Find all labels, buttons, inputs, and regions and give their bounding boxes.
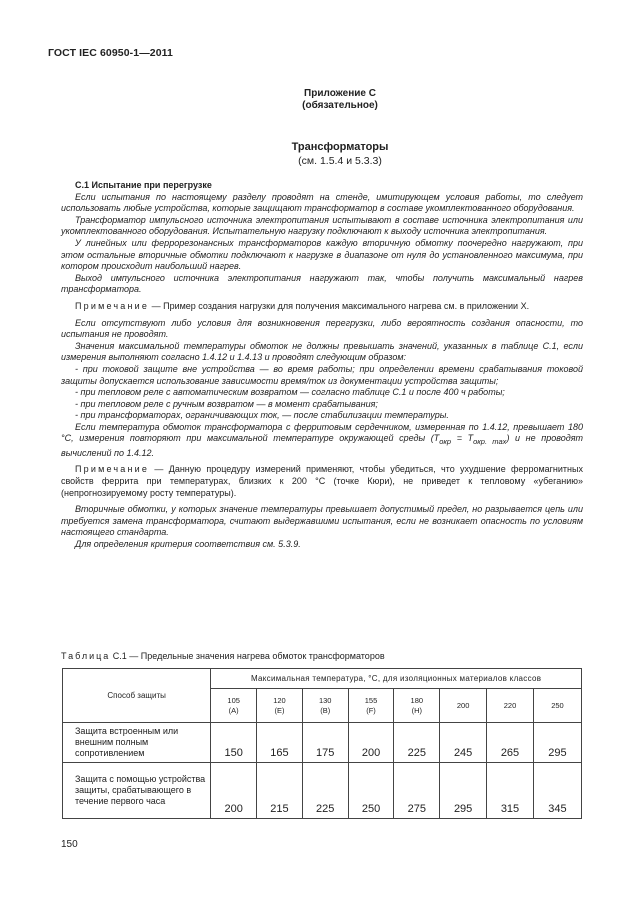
note-label: Примечание <box>75 300 150 311</box>
class-letter: (Е) <box>274 705 285 715</box>
classes-column-header: Максимальная температура, °С, для изоляционных материалов классов <box>211 669 582 689</box>
class-temp: 200 <box>456 700 470 710</box>
class-temp: 180 <box>410 695 424 705</box>
list-item: - при тепловом реле с автоматическим возвратом — согласно таблице С.1 и после 400 ч работы; <box>75 387 505 398</box>
document-code: ГОСТ IEC 60950-1—2011 <box>48 47 173 59</box>
table-cell: 295 <box>533 723 581 763</box>
list-item: - при токовой защите вне устройства — во время работы; при определении времени срабатывания токовой защиты допускается использование зависимости время/ток из документации устройства защиты; <box>61 363 583 386</box>
section-title <box>60 140 620 168</box>
table-cell: 225 <box>394 723 440 763</box>
table-cell: 175 <box>302 723 348 763</box>
class-header-cell <box>394 689 440 723</box>
protection-method: Защита встроенным или внешним полным сопротивлением <box>63 723 211 763</box>
table-cell: 165 <box>257 723 303 763</box>
table-cell: 215 <box>257 763 303 819</box>
paragraph: Значения максимальной температуры обмоток не должны превышать значений, указанных в таблице С.1, если измерения выполняют согласно 1.4.12 и 1.4.13 и проводят следующим образом: <box>61 340 583 363</box>
class-header-cell <box>348 689 394 723</box>
text-run: ) и не проводят вычислений по 1.4.12. <box>61 433 583 458</box>
table-cell: 250 <box>348 763 394 819</box>
subscript: окр. max <box>473 437 507 447</box>
table-cell: 225 <box>302 763 348 819</box>
table-cell: 275 <box>394 763 440 819</box>
annex-name: Приложение С <box>304 88 376 99</box>
paragraph: Для определения критерия соответствия см. 5.3.9. <box>75 539 301 550</box>
text-run: Если температура обмоток трансформатора с ферритовым сердечником, измеренная по 1.4.12, превышает 180 °С, измерения повторяют при максимальной температуре окружающей среды (T <box>61 421 583 444</box>
class-header-cell <box>533 689 581 723</box>
table-row <box>63 763 582 819</box>
paragraph: У линейных или феррорезонансных трансформаторов каждую вторичную обмотку поочередно нагружают, при этом остальные вторичные обмотки подключают к нагрузке в диапазоне от нуля до установленного максимума, при котором происходит наибольший нагрев. <box>61 237 583 272</box>
class-letter: (А) <box>228 705 239 715</box>
paragraph: Вторичные обмотки, у которых значение температуры превышает допустимый предел, но разрывается цепь или требуется замена трансформатора, считают выдержавшими испытания, если не возникает опасность по условиям настоящего стандарта. <box>61 504 583 538</box>
paragraph: Выход импульсного источника электропитания нагружают так, чтобы получить максимальный нагрев трансформатора. <box>61 272 583 295</box>
subscript: окр <box>439 437 452 447</box>
annex-title <box>60 88 620 112</box>
text-run: = T <box>451 433 474 444</box>
table-cell: 150 <box>211 723 257 763</box>
class-temp: 220 <box>503 700 517 710</box>
class-temp: 130 <box>318 695 332 705</box>
temperature-limits-table <box>62 668 582 819</box>
paragraph: Трансформатор импульсного источника электропитания испытывают в составе источника электропитания или укомплектованного оборудования. Испытательную нагрузку подключают к выходу источника электропитания. <box>61 214 583 237</box>
class-header-cell <box>257 689 303 723</box>
table-cell: 295 <box>440 763 487 819</box>
class-temp: 105 <box>227 695 240 705</box>
table-cell: 345 <box>533 763 581 819</box>
paragraph: Если испытания по настоящему разделу проводят на стенде, имитирующем условия работы, то следует использовать любые устройства, которые защищают трансформатор в составе укомплектованного оборудования. <box>61 191 583 214</box>
list-item: - при тепловом реле с ручным возвратом — в момент срабатывания; <box>75 398 378 409</box>
table-caption <box>61 651 385 661</box>
page-number: 150 <box>61 839 78 850</box>
table-cell: 315 <box>487 763 534 819</box>
paragraph: Если отсутствуют либо условия для возникновения перегрузки, либо вероятность создания опасности, то испытания не проводят. <box>61 317 583 340</box>
class-letter: (F) <box>366 705 376 715</box>
table-cell: 265 <box>487 723 534 763</box>
clause-heading: С.1 Испытание при перегрузке <box>75 180 212 190</box>
class-temp: 155 <box>364 695 378 705</box>
section-references: (см. 1.5.4 и 5.3.3) <box>298 155 382 167</box>
class-header-cell <box>302 689 348 723</box>
table-caption-text: С.1 — Предельные значения нагрева обмоток трансформаторов <box>110 651 385 661</box>
table-cell: 200 <box>211 763 257 819</box>
method-column-header: Способ защиты <box>63 669 211 723</box>
paragraph <box>61 422 583 460</box>
section-name: Трансформаторы <box>291 141 389 153</box>
class-temp: 120 <box>273 695 286 705</box>
note <box>61 464 583 499</box>
list-item: - при трансформаторах, ограничивающих ток, — после стабилизации температуры. <box>75 410 449 421</box>
class-header-cell <box>487 689 534 723</box>
annex-status: (обязательное) <box>302 100 378 111</box>
class-temp: 250 <box>551 700 564 710</box>
note-label: Примечание <box>75 464 150 475</box>
class-header-cell <box>211 689 257 723</box>
table-caption-label: Таблица <box>61 651 111 661</box>
protection-method: Защита с помощью устройства защиты, срабатывающего в течение первого часа <box>63 763 211 819</box>
class-header-cell <box>440 689 487 723</box>
table-row <box>63 723 582 763</box>
table-cell: 245 <box>440 723 487 763</box>
note-text: — Данную процедуру измерений применяют, чтобы убедиться, что ухудшение ферромагнитных свойств феррита при температурах, близких к 200 °С (точке Кюри), не приведет к тепловому «убеганию» (непрогнозируемому росту температуры). <box>61 464 583 498</box>
class-letter: (В) <box>320 705 331 715</box>
class-letter: (Н) <box>411 705 422 715</box>
note <box>61 301 583 313</box>
clause-body <box>61 180 583 551</box>
note-text: — Пример создания нагрузки для получения максимального нагрева см. в приложении X. <box>149 300 530 311</box>
table-cell: 200 <box>348 723 394 763</box>
